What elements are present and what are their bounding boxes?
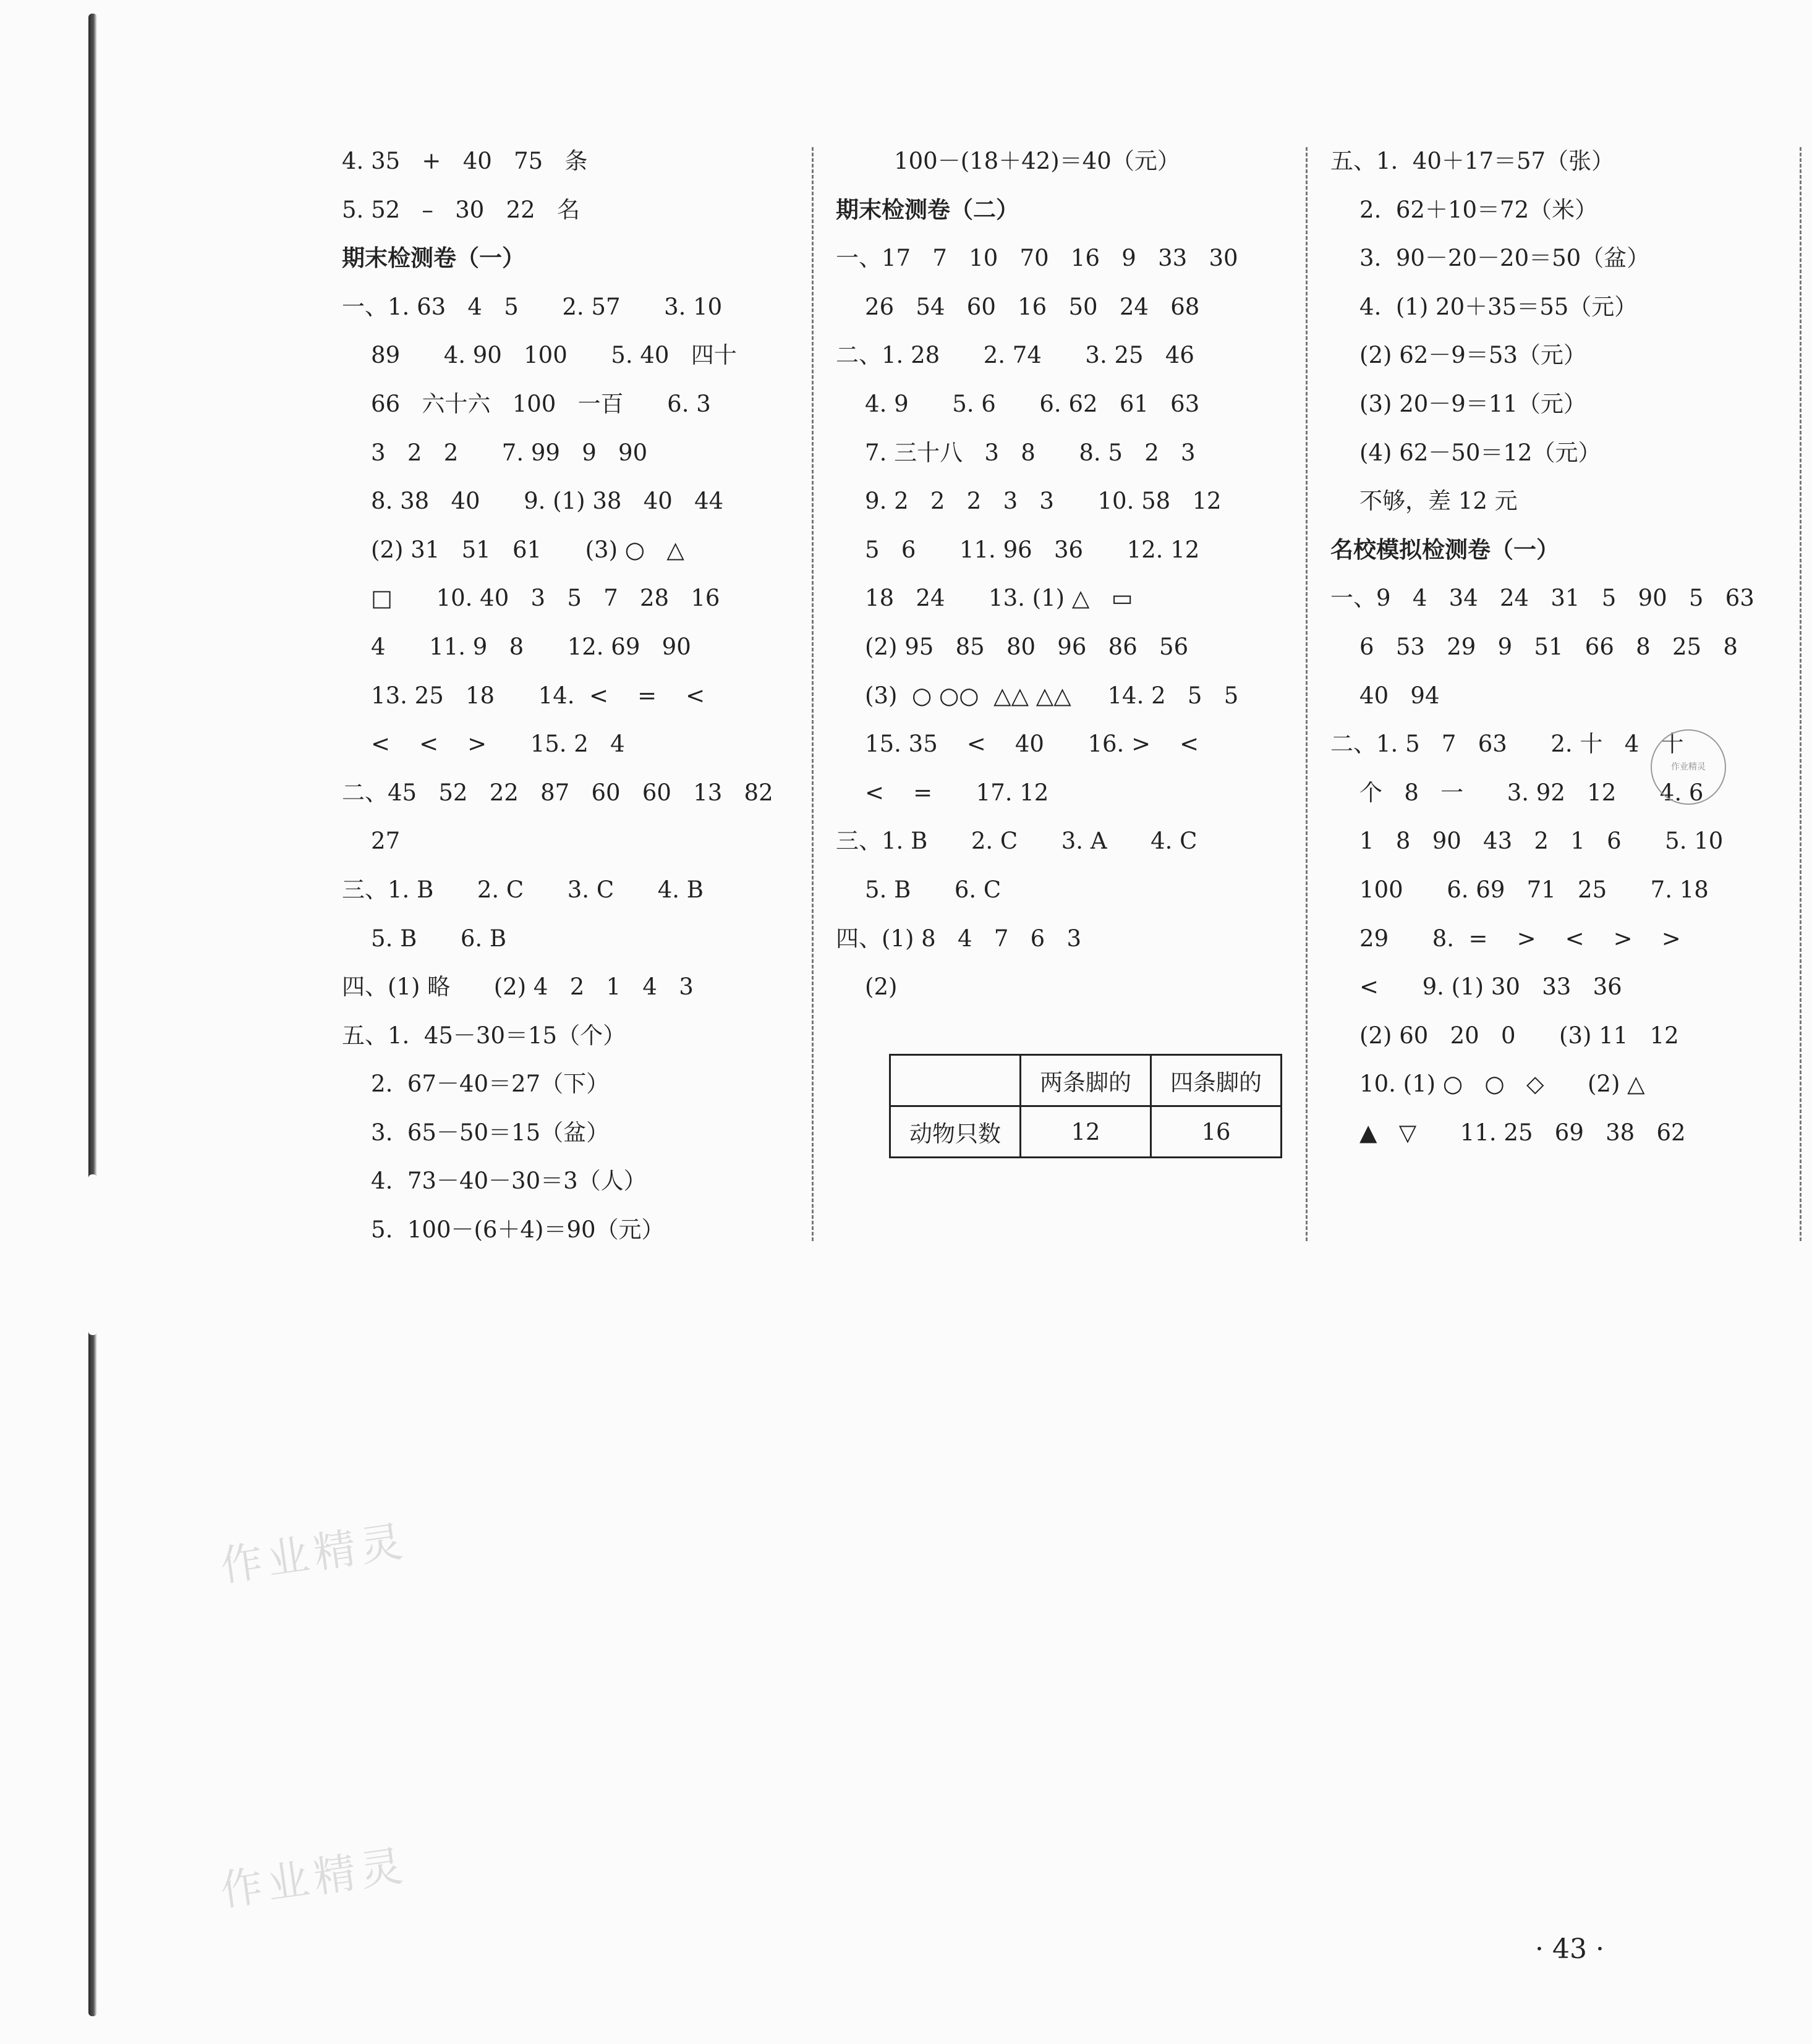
answer-line: 100 6. 69 71 25 7. 18: [1330, 876, 1709, 903]
answer-line: 3. 90－20－20＝50（盆）: [1330, 245, 1650, 272]
answer-column-2: [836, 137, 1238, 1012]
table-cell: [890, 1055, 1021, 1106]
page-number: · 43 ·: [1535, 1933, 1604, 1965]
answer-line: 3. 65－50＝15（盆）: [342, 1119, 610, 1146]
watermark-stamp: [1651, 729, 1726, 805]
answer-line: 9. 2 2 2 3 3 10. 58 12: [836, 488, 1222, 515]
answer-line: 7. 三十八 3 8 8. 5 2 3: [836, 439, 1196, 466]
answer-line: 二、45 52 22 87 60 60 13 82: [342, 779, 773, 806]
answer-line: (2) 31 51 61 (3) ○ △: [342, 536, 684, 563]
answer-line: 二、1. 5 7 63 2. 十 4 十: [1330, 731, 1684, 758]
answer-line: 不够，差 12 元: [1330, 488, 1518, 515]
answer-line: 五、1. 40＋17＝57（张）: [1330, 148, 1615, 174]
answer-line: (2) 60 20 0 (3) 11 12: [1330, 1022, 1679, 1049]
table-cell: 12: [1021, 1106, 1151, 1158]
answer-line: (2) 62－9＝53（元）: [1330, 342, 1586, 369]
answer-line: 五、1. 45－30＝15（个）: [342, 1022, 626, 1049]
answer-line: 5 6 11. 96 36 12. 12: [836, 536, 1200, 563]
answer-line: 5. 100－(6＋4)＝90（元）: [342, 1216, 665, 1244]
answer-line: 三、1. B 2. C 3. A 4. C: [836, 828, 1197, 855]
answer-line: 100－(18＋42)＝40（元）: [836, 148, 1180, 174]
answer-line: (2) 95 85 80 96 86 56: [836, 633, 1189, 660]
answer-line: 个 8 一 3. 92 12 4. 6: [1330, 779, 1704, 806]
answer-line: < = 17. 12: [836, 779, 1049, 806]
answer-line: 一、1. 63 4 5 2. 57 3. 10: [342, 293, 723, 320]
answer-column-1: [342, 137, 773, 1255]
answer-line: (4) 62－50＝12（元）: [1330, 439, 1601, 466]
answer-line: < < > 15. 2 4: [342, 731, 625, 758]
answer-line: 5. B 6. B: [342, 925, 507, 952]
section-title: 名校模拟检测卷（一）: [1330, 536, 1559, 563]
answer-line: 5. B 6. C: [836, 876, 1002, 903]
answer-line: 13. 25 18 14. < = <: [342, 682, 705, 709]
answer-line: 三、1. B 2. C 3. C 4. B: [342, 876, 704, 903]
answer-line: 29 8. = > < > >: [1330, 925, 1681, 952]
answer-line: 27: [342, 828, 401, 855]
stamp-text: 作业精灵: [1671, 762, 1706, 772]
answer-line: 2. 67－40＝27（下）: [342, 1071, 610, 1098]
section-title: 期末检测卷（二）: [836, 196, 1019, 223]
answer-line: 66 六十六 100 一百 6. 3: [342, 390, 711, 417]
answer-line: 89 4. 90 100 5. 40 四十: [342, 342, 737, 369]
answer-line: 1 8 90 43 2 1 6 5. 10: [1330, 828, 1724, 855]
answer-line: 4. 35 + 40 75 条: [342, 148, 588, 174]
answer-line: < 9. (1) 30 33 36: [1330, 973, 1622, 1001]
answer-line: 3 2 2 7. 99 9 90: [342, 439, 648, 466]
answer-line: 5. 52 – 30 22 名: [342, 196, 580, 223]
scan-edge: [88, 14, 97, 2016]
answer-line: 一、17 7 10 70 16 9 33 30: [836, 245, 1238, 272]
answer-column-3: [1330, 137, 1755, 1157]
answer-line: (2): [836, 973, 898, 1001]
answer-line: 8. 38 40 9. (1) 38 40 44: [342, 488, 724, 515]
section-title: 期末检测卷（一）: [342, 245, 525, 272]
watermark: 作业精灵: [217, 1841, 410, 1916]
watermark: 作业精灵: [217, 1517, 410, 1592]
answer-line: (3) ○ ○○ △△ △△ 14. 2 5 5: [836, 682, 1239, 709]
table-cell: 四条脚的: [1151, 1055, 1282, 1106]
answer-line: 一、9 4 34 24 31 5 90 5 63: [1330, 585, 1755, 612]
answer-line: ▲ ▽ 11. 25 69 38 62: [1330, 1119, 1686, 1146]
answer-line: 18 24 13. (1) △ ▭: [836, 585, 1133, 612]
table-header-row: [890, 1055, 1282, 1106]
column-divider: [1306, 147, 1308, 1241]
answer-line: 4 11. 9 8 12. 69 90: [342, 633, 691, 660]
column-divider: [812, 147, 814, 1241]
answer-line: 26 54 60 16 50 24 68: [836, 293, 1200, 320]
answer-line: 四、(1) 8 4 7 6 3: [836, 925, 1082, 952]
answer-line: 4. 9 5. 6 6. 62 61 63: [836, 390, 1200, 417]
table-cell: 16: [1151, 1106, 1282, 1158]
answer-line: 四、(1) 略 (2) 4 2 1 4 3: [342, 973, 694, 1001]
answer-line: 6 53 29 9 51 66 8 25 8: [1330, 633, 1738, 660]
table-row: [890, 1106, 1282, 1158]
animal-count-table: [889, 1054, 1282, 1158]
table-cell: 两条脚的: [1021, 1055, 1151, 1106]
answer-line: 2. 62＋10＝72（米）: [1330, 196, 1598, 223]
answer-line: 40 94: [1330, 682, 1440, 709]
scan-edge-gap: [88, 1174, 97, 1335]
answer-line: 4. 73－40－30＝3（人）: [342, 1168, 647, 1195]
answer-line: (3) 20－9＝11（元）: [1330, 390, 1586, 417]
column-divider: [1800, 147, 1801, 1241]
answer-line: □ 10. 40 3 5 7 28 16: [342, 585, 720, 612]
answer-line: 10. (1) ○ ○ ◇ (2) △: [1330, 1071, 1645, 1098]
answer-line: 4. (1) 20＋35＝55（元）: [1330, 293, 1638, 320]
answer-line: 二、1. 28 2. 74 3. 25 46: [836, 342, 1194, 369]
table-cell: 动物只数: [890, 1106, 1021, 1158]
answer-line: 15. 35 < 40 16. > <: [836, 731, 1199, 758]
